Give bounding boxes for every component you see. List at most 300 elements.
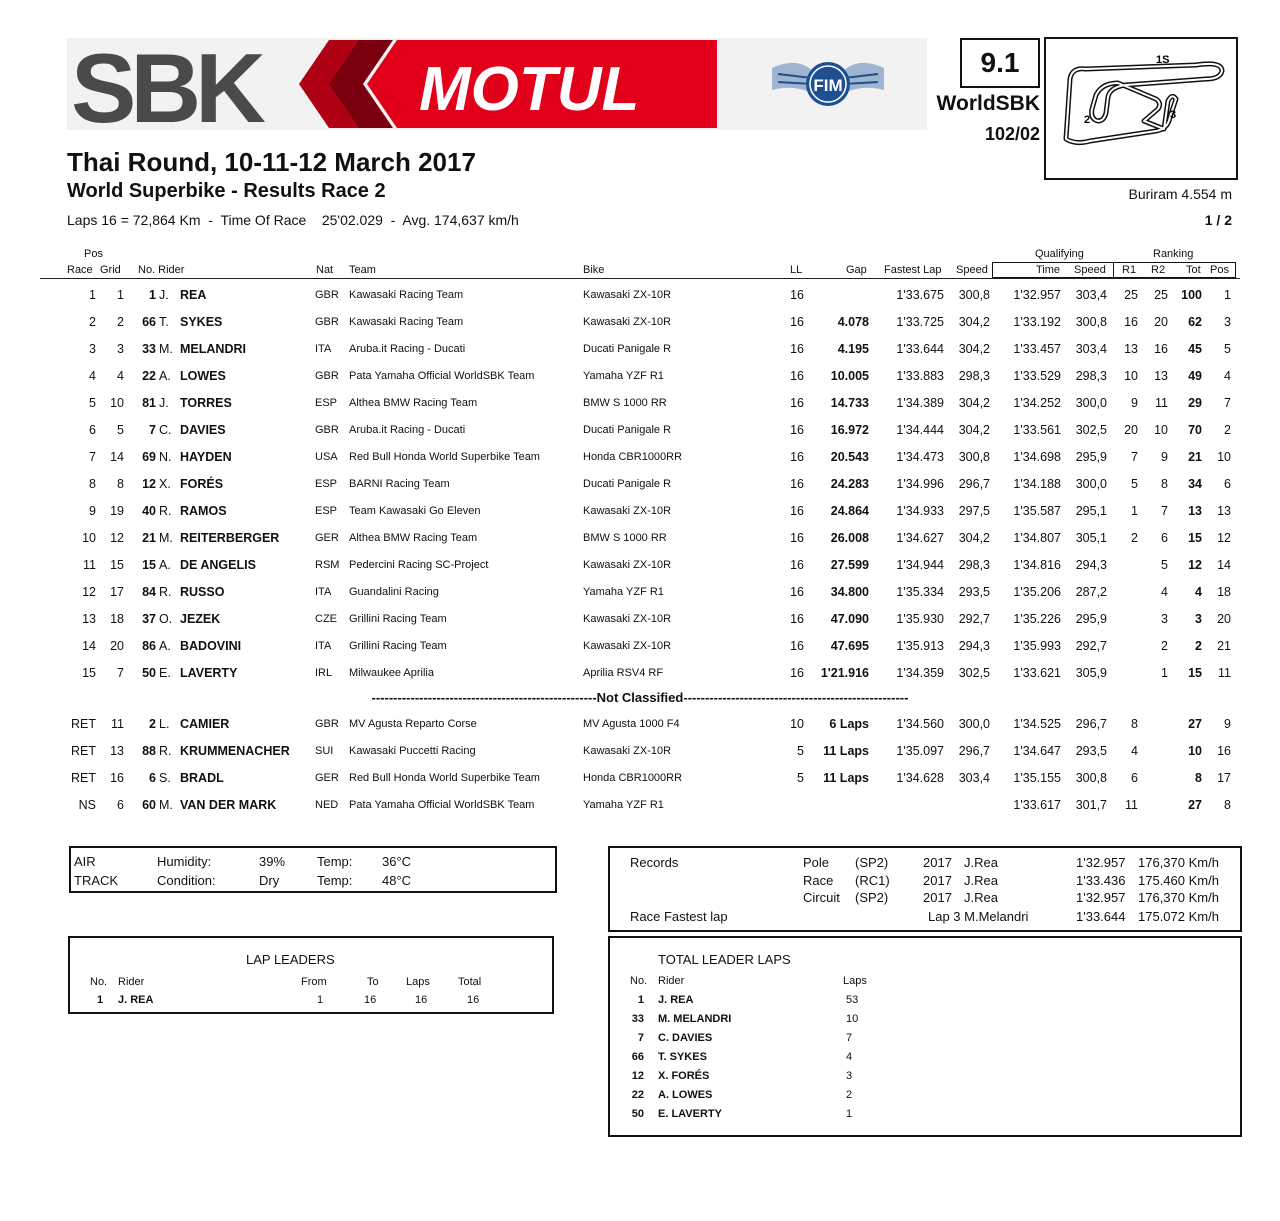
grid-position: 6 (117, 798, 124, 812)
laps-led: 10 (790, 717, 804, 731)
fastest-lap-speed: 303,4 (958, 771, 990, 785)
rider-initial: C. (159, 423, 172, 437)
fastest-lap-speed: 300,0 (958, 717, 990, 731)
laps-led: 16 (790, 666, 804, 680)
ranking-r2: 11 (1155, 396, 1168, 410)
qualifying-speed: 294,3 (1075, 558, 1107, 572)
rider-initial: O. (159, 612, 173, 626)
rider-initial: A. (159, 639, 171, 653)
rider-initial: A. (159, 369, 171, 383)
lap-leaders-hdr-to: To (367, 976, 379, 988)
document-number: 9.1 (960, 38, 1040, 88)
ranking-total: 100 (1181, 288, 1202, 302)
fastest-lap: 1'34.359 (896, 666, 944, 680)
race-fastest-lap-speed: 175.072 Km/h (1138, 909, 1219, 924)
rider-initial: R. (159, 504, 172, 518)
laps-led: 5 (797, 771, 804, 785)
rider-initial: N. (159, 450, 172, 464)
fastest-lap: 1'33.644 (896, 342, 944, 356)
ranking-position: 16 (1217, 744, 1231, 758)
qualifying-time: 1'34.698 (1013, 450, 1061, 464)
fastest-lap: 1'34.444 (896, 423, 944, 437)
ranking-r2: 25 (1154, 288, 1168, 302)
qualifying-speed: 305,9 (1075, 666, 1107, 680)
ranking-position: 3 (1224, 315, 1231, 329)
qualifying-speed: 300,8 (1075, 771, 1107, 785)
lap-leaders-hdr-from: From (301, 976, 327, 988)
laps-led: 16 (790, 558, 804, 572)
rider-surname: HAYDEN (180, 450, 232, 464)
grid-position: 5 (117, 423, 124, 437)
ranking-r2: 4 (1161, 585, 1168, 599)
fastest-lap: 1'34.944 (896, 558, 944, 572)
qualifying-speed: 295,9 (1075, 612, 1107, 626)
bike-model: Honda CBR1000RR (583, 451, 683, 463)
fastest-lap: 1'33.675 (896, 288, 944, 302)
ranking-total: 15 (1188, 531, 1202, 545)
team-name: Team Kawasaki Go Eleven (349, 505, 481, 517)
record-session: (RC1) (855, 873, 890, 888)
qualifying-speed: 287,2 (1075, 585, 1107, 599)
grid-position: 17 (110, 585, 124, 599)
ranking-total: 15 (1188, 666, 1202, 680)
laps-led: 16 (790, 612, 804, 626)
col-qual-time: Time (1036, 264, 1061, 276)
race-position: 5 (89, 396, 96, 410)
fastest-lap-speed: 304,2 (958, 423, 990, 437)
record-rider: J.Rea (964, 873, 998, 888)
ranking-r1: 10 (1124, 369, 1138, 383)
gap: 16.972 (830, 423, 869, 437)
table-row (0, 579, 1280, 606)
qualifying-time: 1'33.621 (1013, 666, 1061, 680)
condition-value: Dry (259, 873, 280, 888)
rider-number: 60 (142, 798, 156, 812)
air-temp-value: 36°C (382, 854, 412, 869)
qualifying-speed: 305,1 (1075, 531, 1107, 545)
records-panel (608, 846, 1242, 932)
team-name: BARNI Racing Team (349, 478, 450, 490)
team-name: MV Agusta Reparto Corse (349, 718, 477, 730)
grid-position: 18 (110, 612, 124, 626)
ranking-r1: 13 (1124, 342, 1138, 356)
team-name: Aruba.it Racing - Ducati (349, 343, 466, 355)
nationality: CZE (315, 613, 337, 625)
gap: 4.078 (837, 315, 869, 329)
qualifying-time: 1'35.993 (1013, 639, 1061, 653)
ranking-total: 62 (1188, 315, 1202, 329)
lap-leaders-hdr-no: No. (90, 976, 108, 988)
col-no-rider: No. Rider (138, 264, 185, 276)
ranking-r1: 20 (1124, 423, 1138, 437)
ranking-total: 45 (1188, 342, 1202, 356)
table-row (0, 525, 1280, 552)
ranking-r1: 25 (1124, 288, 1138, 302)
record-type: Race (803, 873, 834, 888)
record-rider: J.Rea (964, 890, 998, 905)
ranking-r1: 8 (1131, 717, 1138, 731)
ranking-total: 3 (1195, 612, 1202, 626)
rider-initial: S. (159, 771, 171, 785)
lap-leaders-title: LAP LEADERS (246, 952, 335, 967)
laps-led: 16 (790, 450, 804, 464)
total-leader-hdr-rider: Rider (658, 975, 685, 987)
bike-model: Yamaha YZF R1 (583, 799, 664, 811)
race-position: 1 (89, 288, 96, 302)
laps-led: 16 (790, 639, 804, 653)
track-temp-value: 48°C (382, 873, 412, 888)
fastest-lap-speed: 297,5 (958, 504, 990, 518)
bike-model: Ducati Panigale R (583, 424, 672, 436)
gap: 26.008 (830, 531, 869, 545)
gap: 27.599 (830, 558, 869, 572)
qualifying-time: 1'35.226 (1013, 612, 1061, 626)
nationality: ITA (315, 343, 332, 355)
race-position: 2 (89, 315, 96, 329)
ranking-total: 13 (1188, 504, 1202, 518)
col-team: Team (349, 264, 376, 276)
col-ll: LL (790, 264, 803, 276)
nationality: USA (315, 451, 338, 463)
rider-number: 7 (149, 423, 156, 437)
lap-leader-no: 1 (97, 994, 104, 1006)
rider-initial: J. (159, 288, 169, 302)
race-position: 7 (89, 450, 96, 464)
rider-number: 50 (142, 666, 156, 680)
total-leader-no: 1 (637, 994, 644, 1006)
air-temp-label: Temp: (317, 854, 353, 869)
qualifying-time: 1'34.252 (1013, 396, 1061, 410)
fastest-lap: 1'34.560 (896, 717, 944, 731)
total-leader-no: 12 (631, 1070, 644, 1082)
col-grid: Grid (100, 264, 121, 276)
team-name: Kawasaki Puccetti Racing (349, 745, 476, 757)
race-position: 10 (82, 531, 96, 545)
ranking-r2: 2 (1161, 639, 1168, 653)
lap-leaders-hdr-rider: Rider (118, 976, 145, 988)
bike-model: BMW S 1000 RR (583, 532, 667, 544)
rider-surname: MELANDRI (180, 342, 246, 356)
record-session: (SP2) (855, 855, 889, 870)
bike-model: Ducati Panigale R (583, 343, 672, 355)
qualifying-time: 1'35.206 (1013, 585, 1061, 599)
track-sector-2-label: 2 (1084, 114, 1091, 126)
table-row (0, 711, 1280, 738)
ranking-r2: 20 (1154, 315, 1168, 329)
rider-initial: M. (159, 798, 173, 812)
qualifying-time: 1'34.525 (1013, 717, 1061, 731)
rider-surname: VAN DER MARK (180, 798, 277, 812)
ranking-total: 27 (1188, 798, 1202, 812)
team-name: Grillini Racing Team (349, 613, 447, 625)
rider-number: 33 (142, 342, 156, 356)
rider-surname: RUSSO (180, 585, 225, 599)
rider-surname: DE ANGELIS (180, 558, 256, 572)
qualifying-speed: 292,7 (1075, 639, 1107, 653)
rider-surname: JEZEK (180, 612, 221, 626)
qualifying-speed: 303,4 (1075, 288, 1107, 302)
qualifying-time: 1'33.192 (1013, 315, 1061, 329)
ranking-header-box (1113, 262, 1236, 278)
records-title: Records (630, 855, 679, 870)
ranking-position: 20 (1217, 612, 1231, 626)
team-name: Pedercini Racing SC-Project (349, 559, 489, 571)
nationality: GBR (315, 424, 339, 436)
bike-model: Aprilia RSV4 RF (583, 667, 664, 679)
gap: 11 Laps (823, 744, 869, 758)
track-label: TRACK (74, 873, 119, 888)
ranking-r2: 16 (1154, 342, 1168, 356)
document-code: 102/02 (984, 124, 1040, 144)
race-position: 8 (89, 477, 96, 491)
total-leader-laps-title: TOTAL LEADER LAPS (658, 952, 791, 967)
rider-number: 84 (142, 585, 156, 599)
ranking-total: 4 (1195, 585, 1202, 599)
grid-position: 8 (117, 477, 124, 491)
rider-number: 66 (142, 315, 156, 329)
total-leader-no: 50 (631, 1108, 644, 1120)
fastest-lap: 1'34.389 (896, 396, 944, 410)
rider-initial: E. (159, 666, 171, 680)
total-leader-rider: M. MELANDRI (658, 1013, 732, 1025)
fastest-lap-speed: 292,7 (958, 612, 990, 626)
table-row (0, 498, 1280, 525)
record-type: Circuit (803, 890, 840, 905)
race-position: RET (71, 717, 96, 731)
ranking-r2: 9 (1161, 450, 1168, 464)
rider-surname: LOWES (180, 369, 226, 383)
fastest-lap: 1'34.996 (896, 477, 944, 491)
ranking-r1: 11 (1125, 798, 1138, 812)
ranking-position: 21 (1217, 639, 1231, 653)
total-leader-hdr-no: No. (630, 975, 648, 987)
col-nat: Nat (316, 264, 334, 276)
race-position: RET (71, 771, 96, 785)
team-name: Althea BMW Racing Team (349, 532, 478, 544)
table-row (0, 390, 1280, 417)
rider-surname: LAVERTY (180, 666, 238, 680)
gap: 6 Laps (829, 717, 869, 731)
ranking-total: 12 (1188, 558, 1202, 572)
table-row (0, 738, 1280, 765)
race-position: 4 (89, 369, 96, 383)
lap-leader-laps: 16 (415, 994, 428, 1006)
rider-surname: SYKES (180, 315, 223, 329)
fastest-lap-speed: 298,3 (958, 369, 990, 383)
rider-initial: M. (159, 531, 173, 545)
gap: 20.543 (830, 450, 869, 464)
total-leader-laps: 4 (846, 1051, 853, 1063)
record-year: 2017 (923, 855, 952, 870)
series-name: WorldSBK (936, 92, 1040, 115)
nationality: GBR (315, 316, 339, 328)
table-row (0, 309, 1280, 336)
not-classified-separator: ----------------------------------------------------Not Classified---------------------------------------------------- (371, 690, 909, 705)
rider-number: 69 (142, 450, 156, 464)
bike-model: Yamaha YZF R1 (583, 586, 664, 598)
grid-position: 1 (117, 288, 124, 302)
ranking-position: 9 (1224, 717, 1231, 731)
laps-led: 16 (790, 531, 804, 545)
team-name: Kawasaki Racing Team (349, 316, 464, 328)
lap-leaders-panel (68, 936, 554, 1014)
ranking-total: 10 (1188, 744, 1202, 758)
total-leader-rider: X. FORÉS (658, 1070, 710, 1082)
race-position: RET (71, 744, 96, 758)
ranking-total: 8 (1195, 771, 1202, 785)
laps-led: 16 (790, 477, 804, 491)
race-position: 6 (89, 423, 96, 437)
race-position: NS (78, 798, 96, 812)
race-summary: Laps 16 = 72,864 Km - Time Of Race 25'02.029 - Avg. 174,637 km/h (67, 212, 519, 228)
rider-initial: J. (159, 396, 169, 410)
weather-panel (69, 846, 557, 893)
ranking-r1: 9 (1131, 396, 1138, 410)
rider-number: 2 (149, 717, 156, 731)
grid-position: 19 (110, 504, 124, 518)
bike-model: Ducati Panigale R (583, 478, 672, 490)
fastest-lap: 1'33.725 (896, 315, 944, 329)
fastest-lap-speed: 293,5 (958, 585, 990, 599)
bike-model: Yamaha YZF R1 (583, 370, 664, 382)
record-session: (SP2) (855, 890, 889, 905)
col-qualifying: Qualifying (1035, 248, 1084, 260)
fastest-lap: 1'34.933 (896, 504, 944, 518)
fastest-lap-speed: 298,3 (958, 558, 990, 572)
bike-model: Kawasaki ZX-10R (583, 613, 672, 625)
race-position: 13 (82, 612, 96, 626)
rider-initial: M. (159, 342, 173, 356)
table-row (0, 363, 1280, 390)
qualifying-time: 1'33.529 (1013, 369, 1061, 383)
grid-position: 14 (110, 450, 124, 464)
fastest-lap-speed: 296,7 (958, 477, 990, 491)
condition-label: Condition: (157, 873, 216, 888)
rider-initial: T. (159, 315, 169, 329)
col-ranking: Ranking (1153, 248, 1194, 260)
rider-surname: FORÉS (180, 477, 224, 491)
total-leader-laps-panel (608, 936, 1242, 1137)
ranking-position: 13 (1217, 504, 1231, 518)
nationality: GER (315, 772, 339, 784)
ranking-total: 34 (1188, 477, 1202, 491)
col-rank-pos: Pos (1210, 264, 1229, 276)
qualifying-speed: 303,4 (1075, 342, 1107, 356)
rider-surname: KRUMMENACHER (180, 744, 290, 758)
record-year: 2017 (923, 873, 952, 888)
lap-leaders-hdr-laps: Laps (406, 976, 430, 988)
gap: 24.283 (830, 477, 869, 491)
track-temp-label: Temp: (317, 873, 353, 888)
fastest-lap-speed: 304,2 (958, 315, 990, 329)
rider-surname: BRADL (180, 771, 224, 785)
air-label: AIR (74, 854, 96, 869)
ranking-position: 17 (1217, 771, 1231, 785)
rider-surname: CAMIER (180, 717, 230, 731)
rider-number: 40 (142, 504, 156, 518)
gap: 47.695 (830, 639, 869, 653)
fim-logo (768, 50, 888, 116)
rider-number: 21 (142, 531, 156, 545)
rider-surname: RAMOS (180, 504, 227, 518)
qualifying-speed: 301,7 (1075, 798, 1107, 812)
total-leader-no: 7 (637, 1032, 644, 1044)
grid-position: 20 (110, 639, 124, 653)
ranking-position: 4 (1224, 369, 1231, 383)
ranking-total: 27 (1188, 717, 1202, 731)
qualifying-speed: 298,3 (1075, 369, 1107, 383)
col-r2: R2 (1151, 264, 1166, 276)
bike-model: Kawasaki ZX-10R (583, 640, 672, 652)
ranking-position: 2 (1224, 423, 1231, 437)
qualifying-speed: 295,1 (1075, 504, 1107, 518)
lap-leader-to: 16 (364, 994, 377, 1006)
bike-model: BMW S 1000 RR (583, 397, 667, 409)
race-position: 14 (82, 639, 96, 653)
team-name: Guandalini Racing (349, 586, 439, 598)
qualifying-time: 1'35.155 (1013, 771, 1061, 785)
total-leader-no: 66 (631, 1051, 644, 1063)
grid-position: 11 (111, 717, 124, 731)
qualifying-time: 1'34.188 (1013, 477, 1061, 491)
gap: 1'21.916 (820, 666, 869, 680)
fastest-lap: 1'33.883 (896, 369, 944, 383)
track-sector-3-label: 3 (1170, 109, 1177, 121)
qualifying-time: 1'32.957 (1013, 288, 1061, 302)
rider-number: 1 (149, 288, 156, 302)
record-time: 1'32.957 (1076, 855, 1126, 870)
fastest-lap: 1'34.627 (896, 531, 944, 545)
ranking-r2: 1 (1161, 666, 1168, 680)
rider-surname: BADOVINI (180, 639, 242, 653)
team-name: Grillini Racing Team (349, 640, 447, 652)
team-name: Aruba.it Racing - Ducati (349, 424, 466, 436)
gap: 4.195 (837, 342, 869, 356)
ranking-position: 11 (1218, 666, 1231, 680)
ranking-r2: 10 (1154, 423, 1168, 437)
table-row (0, 606, 1280, 633)
rider-surname: REA (180, 288, 207, 302)
col-fastest-lap: Fastest Lap (884, 264, 942, 276)
ranking-r2: 7 (1161, 504, 1168, 518)
header-divider (40, 278, 1240, 279)
record-time: 1'33.436 (1076, 873, 1126, 888)
record-speed: 176,370 Km/h (1138, 855, 1219, 870)
lap-leader-from: 1 (317, 994, 324, 1006)
rider-surname: REITERBERGER (180, 531, 280, 545)
grid-position: 13 (110, 744, 124, 758)
table-row (0, 792, 1280, 819)
race-fastest-lap-label: Race Fastest lap (630, 909, 728, 924)
humidity-label: Humidity: (157, 854, 212, 869)
event-title: Thai Round, 10-11-12 March 2017 (67, 147, 476, 177)
fastest-lap: 1'35.334 (896, 585, 944, 599)
laps-led: 16 (790, 504, 804, 518)
nationality: ESP (315, 478, 338, 490)
record-year: 2017 (923, 890, 952, 905)
laps-led: 16 (790, 342, 804, 356)
track-sector-1s-label: 1S (1156, 54, 1170, 66)
fastest-lap: 1'34.473 (896, 450, 944, 464)
qualifying-speed: 300,0 (1075, 396, 1107, 410)
total-leader-rider: C. DAVIES (658, 1032, 713, 1044)
rider-number: 15 (142, 558, 156, 572)
fastest-lap-speed: 304,2 (958, 396, 990, 410)
qualifying-speed: 300,0 (1075, 477, 1107, 491)
nationality: IRL (315, 667, 333, 679)
team-name: Red Bull Honda World Superbike Team (349, 772, 540, 784)
ranking-r2: 13 (1154, 369, 1168, 383)
